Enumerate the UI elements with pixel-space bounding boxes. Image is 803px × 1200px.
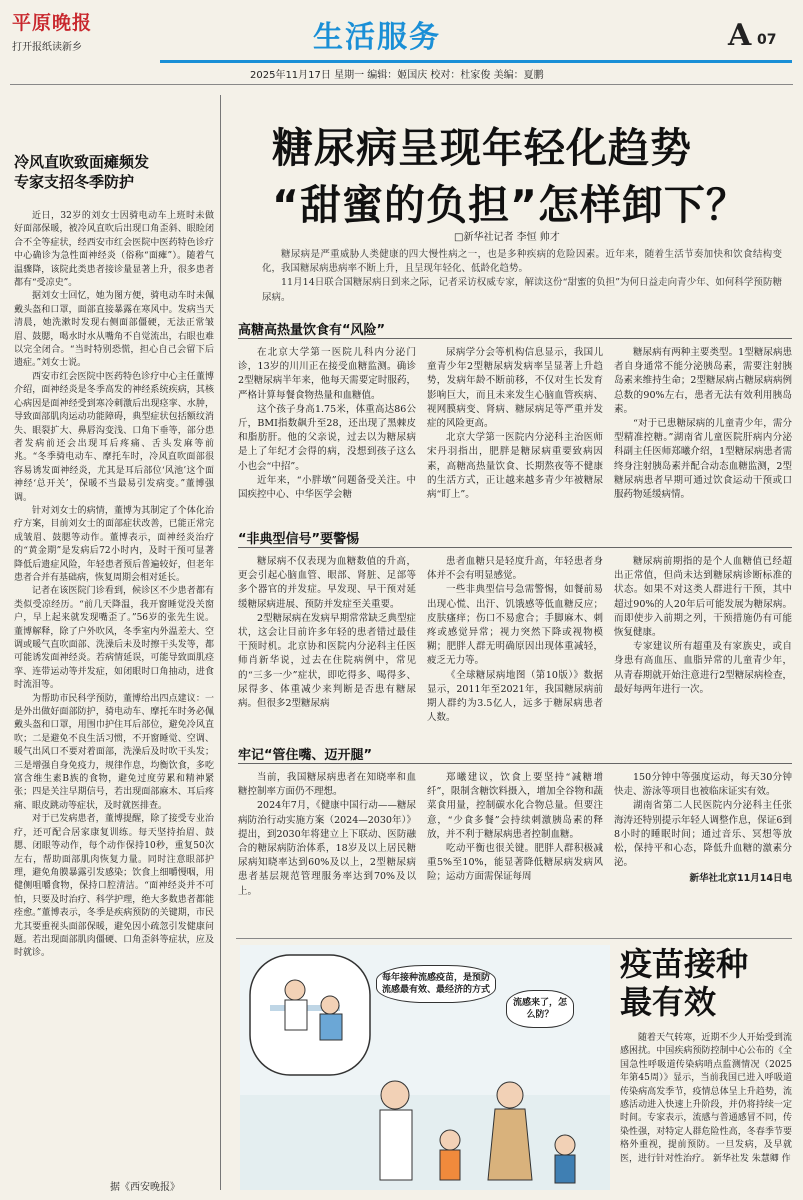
section1-col1	[238, 346, 416, 502]
lead-paragraph: 糖尿病是严重威胁人类健康的四大慢性病之一，也是多种疾病的危险因素。近年来，随着生活节奏加快和饮食结构变化，我国糖尿病患病率不断上升，且呈现年轻化、低龄化趋势。	[262, 249, 782, 275]
paragraph: 专家建议所有超重及有家族史，或自身患有高血压、血脂异常的儿童青少年，从青春期就开始注意进行2型糖尿病检查，最好每两年进行一次。	[614, 641, 792, 695]
left-paragraph: 据刘女士回忆，她为图方便，骑电动车时未佩戴头盔和口罩，面部直接暴露在寒风中。发病当天清晨，她洗漱时发现右侧面部僵硬，无法正常皱眉、鼓腮，喝水时水从嘴角不自觉流出，右眼也难以完全闭合。“当时特别恐慌，担心自己会留下后遗症。”刘女士说。	[14, 291, 214, 369]
paragraph: 糖尿病不仅表现为血糖数值的升高，更会引起心脑血管、眼部、肾脏、足部等多个器官的并发症。早发现、早干预对延缓糖尿病进展、预防并发症至关重要。	[238, 556, 416, 610]
left-article	[12, 100, 212, 1190]
left-paragraph: 记者在该医院门诊看到，候诊区不少患者都有类似受凉经历。“前几天降温，我开窗睡觉没关窗户，早上起来就发现嘴歪了。”56岁的张先生说。董博解释，除了户外吹风，冬季室内外温差大、空调或暖气直吹面部、洗澡后未及时擦干头发等，都可能诱发面神经炎。若病情延误，可能导致面肌痉挛、连带运动等并发症，如闭眼时口角抽动，进食时流泪等。	[14, 586, 214, 691]
doctor-speech-bubble: 每年接种流感疫苗，是预防流感最有效、最经济的方式	[376, 965, 496, 1003]
main-headline-line2: “甜蜜的负担”怎样卸下？	[272, 181, 748, 229]
section-heading: “非典型信号”要警惕	[238, 532, 360, 547]
section2-col2	[427, 555, 603, 725]
column-divider	[220, 95, 221, 1190]
section1-col2	[427, 346, 603, 502]
left-paragraph: 为帮助市民科学预防，董博给出四点建议：一是外出做好面部防护，骑电动车、摩托车时务必佩戴头盔和口罩，用围巾护住耳后部位，避免冷风直吹；二是避免不良生活习惯，不开窗睡觉、空调、暖气出风口不要对着面部，洗澡后及时吹干头发；三是增强自身免疫力，规律作息，均衡饮食，多吃富含维生素B族的食物，避免过度劳累和精神紧张；四是关注早期信号，若出现面部麻木、耳后疼痛、眼皮跳动等症状，及时就医排查。	[14, 693, 214, 811]
section2-col1	[238, 555, 416, 711]
vaccine-body	[620, 1032, 792, 1166]
main-headline-line1: 糖尿病呈现年轻化趋势	[272, 124, 692, 172]
paragraph: 2024年7月，《健康中国行动——糖尿病防治行动实施方案（2024—2030年）》提出，到2030年将建立上下联动、医防融合的糖尿病防治体系，18岁及以上居民糖尿病知晓率达到60%及以上，2型糖尿病患者基层规范管理服务率达到70%及以上。	[238, 800, 416, 897]
paragraph: 患者血糖只是轻度升高，年轻患者身体并不会有明显感觉。	[427, 556, 603, 582]
section-rule	[238, 338, 792, 339]
page-letter: A	[728, 18, 752, 53]
lead-paragraphs	[262, 248, 782, 305]
paragraph: 当前，我国糖尿病患者在知晓率和血糖控制率方面仍不理想。	[238, 772, 416, 798]
mother-speech-bubble: 流感来了，怎么防？	[506, 990, 574, 1028]
left-article-source: 据《西安晚报》	[110, 1182, 180, 1193]
vaccine-title	[620, 945, 748, 1021]
left-paragraph: 针对刘女士的病情，董博为其制定了个体化治疗方案，目前刘女士的面部症状改善，已能正常完成皱眉、鼓腮等动作。董博表示，面神经炎治疗的“黄金期”是发病后72小时内，及时干预可显著降低后遗症风险，年轻患者预后普遍较好，但老年患者合并有基础病，恢复周期会相对延长。	[14, 505, 214, 583]
paragraph: 《全球糖尿病地图（第10版）》数据显示，2011年至2021年，我国糖尿病前期人群约为3.5亿人，远多于糖尿病患者人数。	[427, 669, 603, 724]
left-article-body	[14, 210, 214, 961]
paragraph: 150分钟中等强度运动，每天30分钟快走、游泳等项目也被临床证实有效。	[614, 772, 792, 798]
newspaper-logo: 平原晚报	[12, 12, 93, 34]
header-rule	[160, 60, 792, 63]
paragraph: “对于已患糖尿病的儿童青少年，需分型精准控糖。”湖南省儿童医院肝病内分泌科副主任医师郑曦介绍，1型糖尿病患者需终身注射胰岛素并配合动态血糖监测，2型糖尿病患者早期可通过饮食运动干预或口服药物延缓病情。	[614, 418, 792, 501]
paragraph: 在北京大学第一医院儿科内分泌门诊，13岁的川川正在接受血糖监测。确诊2型糖尿病半年来，他每天需要定时服药，严格计算每餐食物热量和血糖值。	[238, 347, 416, 401]
left-paragraph: 西安市红会医院中医药特色诊疗中心主任董博介绍，面神经炎是冬季高发的神经系统疾病，其核心病因是面神经受到寒冷刺激后出现痉挛、水肿，导致面部肌肉运动功能障碍，典型症状包括额纹消失、眼裂扩大、鼻唇沟变浅、口角下垂等，部分患者发病前还会出现耳后疼痛、舌头发麻等前兆。“冬季骑电动车、摩托车时，冷风直吹面部很容易诱发面神经炎，尤其是耳后部位‘风池’这个面神经‘总开关’，保暖不当最易引发病变。”董博强调。	[14, 371, 214, 503]
left-article-title-line2: 专家支招冬季防护	[14, 173, 135, 191]
page-number: 07	[757, 32, 777, 48]
section-rule	[238, 547, 792, 548]
paragraph: 近年来，“小胖墩”问题备受关注。中国疾控中心、中华医学会糖	[238, 474, 416, 501]
section-heading: 高糖高热量饮食有“风险”	[238, 323, 386, 338]
header-divider	[10, 84, 793, 85]
newspaper-tagline: 打开报纸读新乡	[12, 42, 82, 53]
byline: □新华社记者 李恒 帅才	[454, 232, 560, 243]
vaccine-title-line1: 疫苗接种	[620, 945, 749, 983]
lead-paragraph: 11月14日联合国糖尿病日到来之际，记者采访权威专家，解读这份“甜蜜的负担”为何日益走向青少年、如何科学预防糖尿病。	[262, 277, 782, 303]
paragraph: 这个孩子身高1.75米，体重高达86公斤，BMI指数飙升至28，还出现了黑棘皮和脂肪肝。他的父亲说，过去以为糖尿病是上了年纪才会得的病，没想到孩子这么小也会“中招”。	[238, 403, 416, 472]
vaccine-title-line2: 最有效	[620, 983, 717, 1021]
section2-col3	[614, 555, 792, 697]
left-article-title-line1: 冷风直吹致面瘫频发	[14, 153, 150, 171]
paragraph: 2型糖尿病在发病早期常常缺乏典型症状，这会让目前许多年轻的患者错过最佳干预时机。北京协和医院内分泌科主任医师肖新华说，过去在住院病例中，常见的“三多一少”症状，即吃得多、喝得多、尿得多、体重减少来判断是否患有糖尿病。但很多2型糖尿病	[238, 612, 416, 710]
section-heading: 牢记“管住嘴、迈开腿”	[238, 748, 373, 763]
section3-col3	[614, 771, 792, 887]
left-paragraph: 对于已发病患者，董博提醒，除了接受专业治疗，还可配合居家康复训练。每天坚持抬眉、鼓腮、闭眼等动作，每个动作保持10秒，重复50次左右，帮助面部肌肉恢复力量。同时注意眼部护理，避免角膜暴露引发感染；饮食上细嚼慢咽，用健侧咀嚼食物，保持口腔清洁。“面神经炎并不可怕，只要及时治疗、科学护理，绝大多数患者都能痊愈。”董博表示，冬季是疾病预防的关键期，市民尤其要重视头面部保暖，避免因小疏忽引发健康问题。若出现面部肌肉僵硬、口角歪斜等症状，应及时就诊。	[14, 814, 214, 959]
section3-col2	[427, 771, 603, 885]
dateline: 2025年11月17日 星期一 编辑：姬国庆 校对：杜家俊 美编：夏鹏	[250, 70, 544, 81]
section1-col3	[614, 346, 792, 502]
paragraph: 尿病学分会等机构信息显示，我国儿童青少年2型糖尿病发病率呈显著上升趋势，发病年龄不断前移，不仅对生长发育影响巨大，而且未来发生心脑血管疾病、视网膜病变、肾病、糖尿病足等严重并发症的风险更高。	[427, 347, 603, 430]
paragraph: 糖尿病前期指的是个人血糖值已经超出正常值，但尚未达到糖尿病诊断标准的状态。如果不对这类人群进行干预，其中超过90%的人20年后可能发展为糖尿病。而即使步入前期之列，干预措施仍有可能恢复健康。	[614, 556, 792, 639]
paragraph: 一些非典型信号急需警惕，如餐前易出现心慌、出汗、饥饿感等低血糖反应；皮肤瘙痒；伤口不易愈合；手脚麻木、刺疼或感觉异常；视力突然下降或视物模糊；肥胖人群无明确原因出现体重减轻，疲乏无力等。	[427, 584, 603, 667]
section-rule	[238, 763, 792, 764]
left-paragraph: 近日，32岁的刘女士因骑电动车上班时未做好面部保暖，被冷风直吹后出现口角歪斜、眼睑闭合不全等症状，经西安市红会医院中医药特色诊疗中心确诊为急性面神经炎（俗称“面瘫”）。随着气温骤降，该院此类患者接诊量显著上升，很多患者都有“受凉史”。	[14, 211, 214, 289]
dateline-signoff: 新华社北京11月14日电	[689, 873, 792, 885]
vaccine-paragraph: 随着天气转寒，近期不少人开始受到流感困扰。中国疾病预防控制中心公布的《全国急性呼吸道传染病哨点监测情况（2025年第45周）》显示，当前我国已进入呼吸道传染病高发季节，疫情总体呈上升趋势，流感活动进入快速上升阶段，并仍将持续一定时间。专家表示，流感与普通感冒不同，传染性强，对特定人群危险性高，冬春季节要格外重视，提前预防。一旦发病，及早就医，进行针对性治疗。 新华社发 朱慧卿 作	[620, 1033, 792, 1164]
section3-col1	[238, 771, 416, 899]
paragraph: 湖南省第二人民医院内分泌科主任张海涛还特别提示年轻人调整作息，保证6到8小时的睡眠时间；通过音乐、冥想等放松，保持平和心态，降低升血糖的激素分泌。	[614, 800, 792, 869]
section-title: 生活服务	[313, 20, 441, 55]
paragraph: 北京大学第一医院内分泌科主治医师宋丹羽指出，肥胖是糖尿病重要致病因素，高糖高热量饮食、长期熬夜等不健康的生活方式，正让越来越多青少年被糖尿病“盯上”。	[427, 432, 603, 501]
paragraph: 吃动平衡也很关键。肥胖人群积极减重5%至10%，能显著降低糖尿病发病风险；运动方面需保证每周	[427, 843, 603, 883]
paragraph: 郑曦建议，饮食上要坚持“减糖增纤”，限制含糖饮料摄入，增加全谷物和蔬菜食用量，控制碳水化合物总量。但要注意，“少食多餐”会持续刺激胰岛素的释放，并不利于糖尿病患者控制血糖。	[427, 772, 603, 840]
paragraph: 糖尿病有两种主要类型。1型糖尿病患者自身通常不能分泌胰岛素，需要注射胰岛素来维持生命；2型糖尿病占糖尿病病例总数的90%左右，患者无法有效利用胰岛素。	[614, 347, 792, 415]
